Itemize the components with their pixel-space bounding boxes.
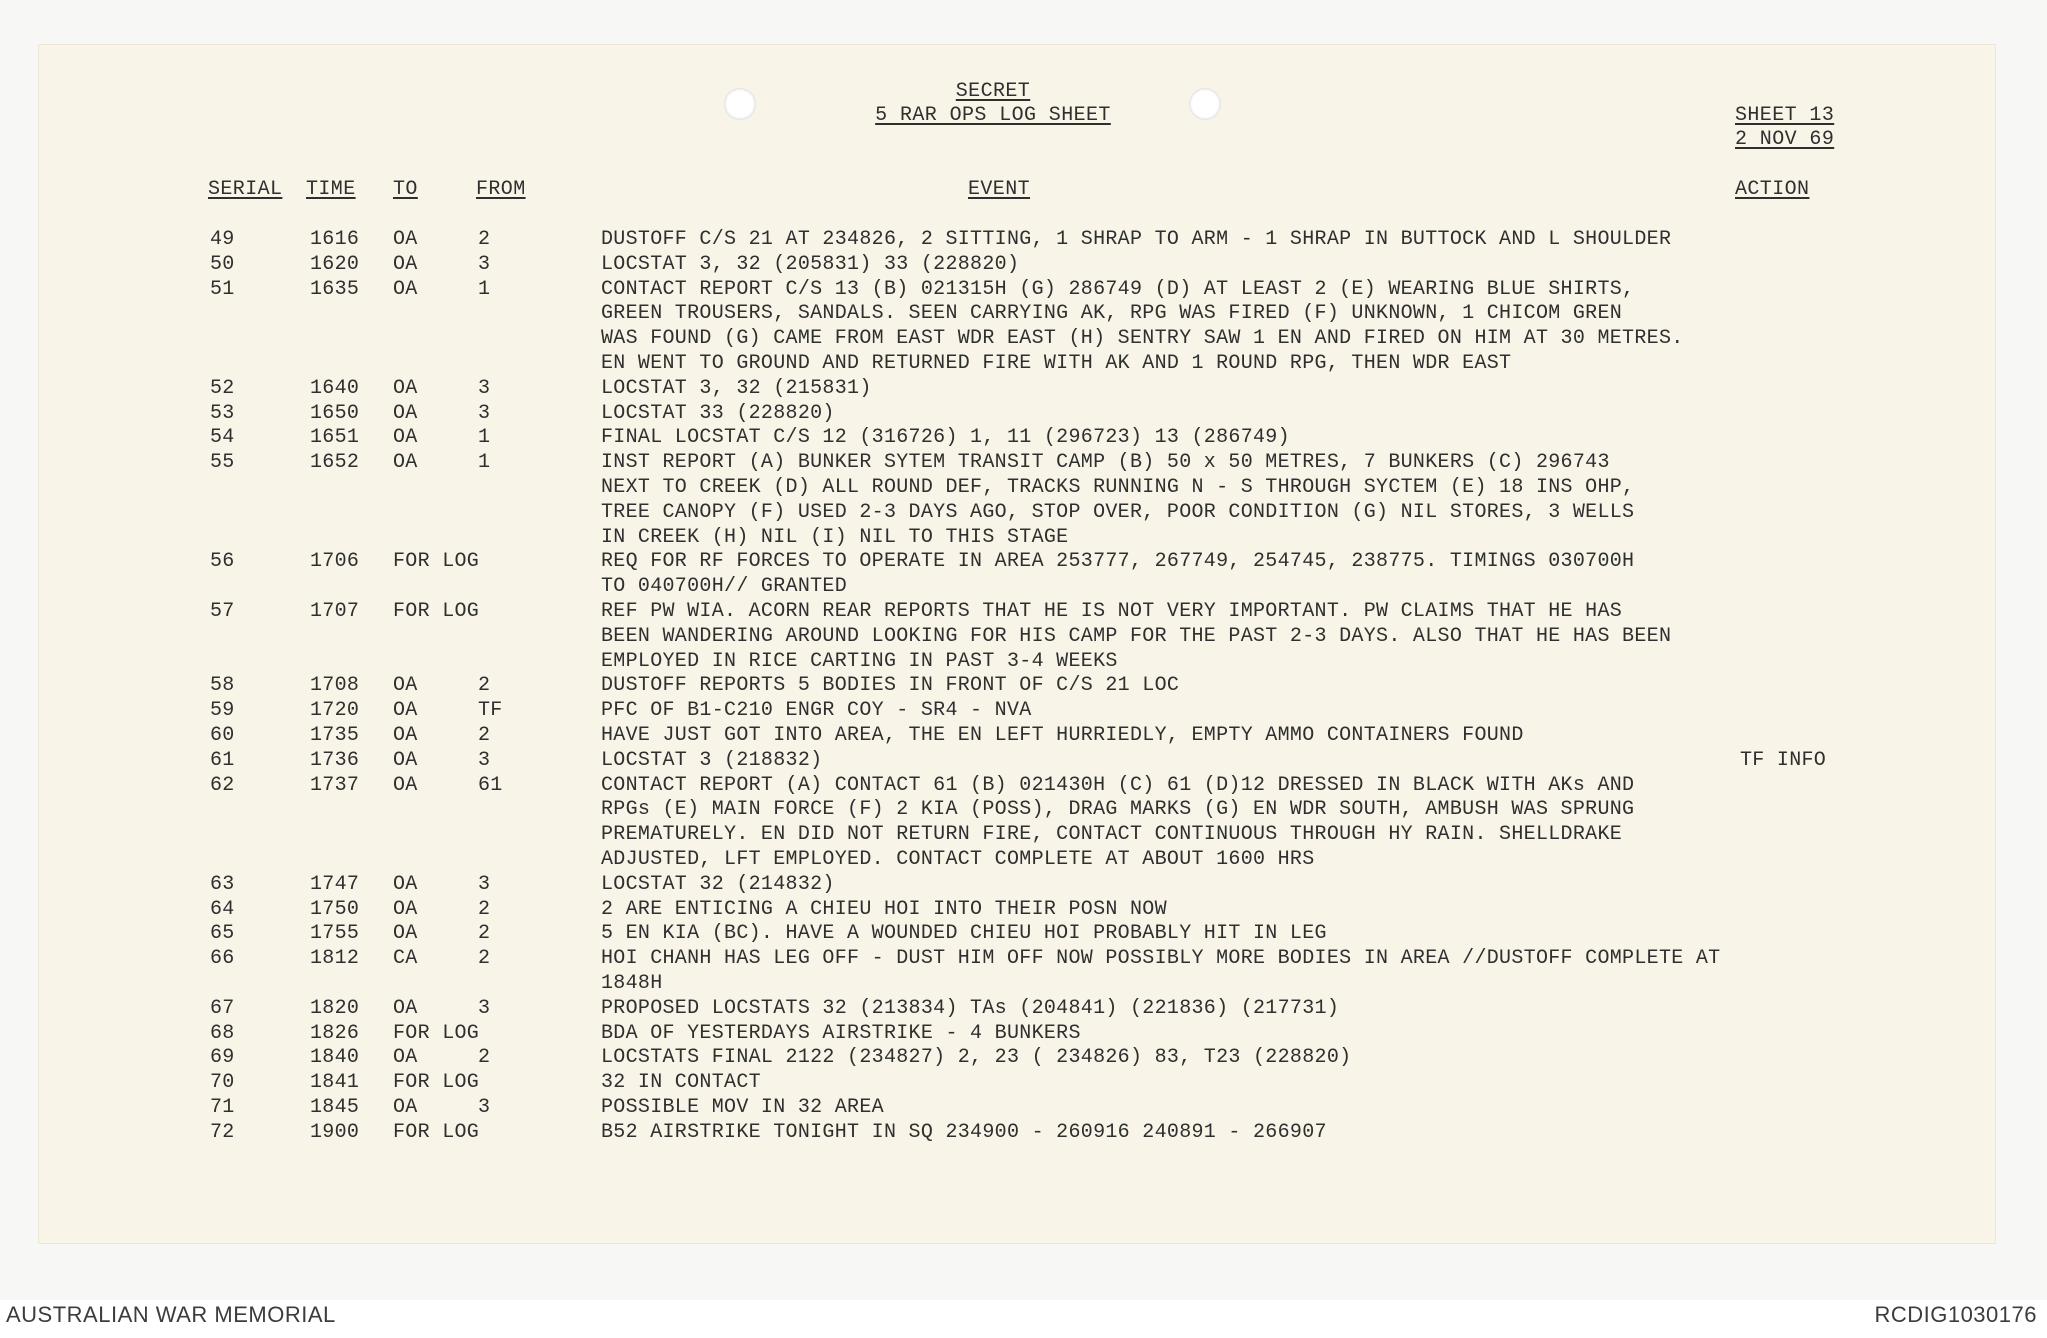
- event-cell: 2 ARE ENTICING A CHIEU HOI INTO THEIR POSN NOW: [601, 897, 1167, 921]
- table-row: [38, 1096, 1996, 1121]
- serial-cell: 60: [210, 723, 235, 747]
- serial-cell: 50: [210, 252, 235, 276]
- action-cell: TF INFO: [1740, 748, 1827, 772]
- event-cell: CONTACT REPORT C/S 13 (B) 021315H (G) 286749 (D) AT LEAST 2 (E) WEARING BLUE SHIRTS, GREEN TROUSERS, SANDALS. SEEN CARRYING AK, RPG WAS FIRED (F) UNKNOWN, 1 CHICOM GREN WAS FOUND (G) CAME FROM EAST WDR EAST (H) SENTRY SAW 1 EN AND FIRED ON HIM AT 30 METRES. EN WENT TO GROUND AND RETURNED FIRE WITH AK AND 1 ROUND RPG, THEN WDR EAST: [601, 277, 1684, 375]
- footer-institution: AUSTRALIAN WAR MEMORIAL: [6, 1302, 336, 1327]
- from-cell: 2: [478, 922, 491, 946]
- time-cell: 1841: [310, 1071, 360, 1095]
- from-cell: 3: [478, 996, 491, 1020]
- column-header-serial: SERIAL: [208, 178, 283, 201]
- table-row: [38, 997, 1996, 1022]
- to-cell: OA: [393, 922, 418, 946]
- to-cell: OA: [393, 451, 418, 475]
- event-cell: FINAL LOCSTAT C/S 12 (316726) 1, 11 (296723) 13 (286749): [601, 426, 1290, 450]
- serial-cell: 55: [210, 451, 235, 475]
- table-row: [38, 873, 1996, 898]
- serial-cell: 71: [210, 1095, 235, 1119]
- to-cell: FOR LOG: [393, 1021, 480, 1045]
- time-cell: 1720: [310, 699, 360, 723]
- to-cell: OA: [393, 277, 418, 301]
- table-row: [38, 749, 1996, 774]
- table-row: [38, 947, 1996, 997]
- from-cell: 3: [478, 376, 491, 400]
- column-header-action: ACTION: [1735, 178, 1810, 201]
- serial-cell: 61: [210, 748, 235, 772]
- from-cell: 3: [478, 252, 491, 276]
- serial-cell: 57: [210, 599, 235, 623]
- from-cell: 2: [478, 1046, 491, 1070]
- event-cell: PFC OF B1-C210 ENGR COY - SR4 - NVA: [601, 699, 1032, 723]
- event-cell: 32 IN CONTACT: [601, 1071, 761, 1095]
- serial-cell: 65: [210, 922, 235, 946]
- table-row: [38, 774, 1996, 873]
- event-cell: LOCSTAT 32 (214832): [601, 872, 835, 896]
- time-cell: 1707: [310, 599, 360, 623]
- time-cell: 1750: [310, 897, 360, 921]
- table-row: [38, 600, 1996, 674]
- time-cell: 1900: [310, 1120, 360, 1144]
- serial-cell: 67: [210, 996, 235, 1020]
- column-header-from: FROM: [476, 178, 526, 201]
- time-cell: 1755: [310, 922, 360, 946]
- to-cell: OA: [393, 426, 418, 450]
- column-header-event: EVENT: [968, 178, 1031, 201]
- serial-cell: 58: [210, 674, 235, 698]
- serial-cell: 51: [210, 277, 235, 301]
- serial-cell: 66: [210, 947, 235, 971]
- serial-cell: 59: [210, 699, 235, 723]
- time-cell: 1650: [310, 401, 360, 425]
- log-sheet-paper: [38, 44, 1996, 1244]
- time-cell: 1812: [310, 947, 360, 971]
- serial-cell: 52: [210, 376, 235, 400]
- from-cell: 61: [478, 773, 503, 797]
- serial-cell: 68: [210, 1021, 235, 1045]
- event-cell: LOCSTATS FINAL 2122 (234827) 2, 23 ( 234826) 83, T23 (228820): [601, 1046, 1352, 1070]
- to-cell: OA: [393, 252, 418, 276]
- time-cell: 1845: [310, 1095, 360, 1119]
- log-entries: [38, 228, 1996, 1145]
- time-cell: 1735: [310, 723, 360, 747]
- table-row: [38, 426, 1996, 451]
- serial-cell: 49: [210, 228, 235, 251]
- table-row: [38, 228, 1996, 253]
- serial-cell: 70: [210, 1071, 235, 1095]
- event-cell: B52 AIRSTRIKE TONIGHT IN SQ 234900 - 260916 240891 - 266907: [601, 1120, 1327, 1144]
- from-cell: 2: [478, 228, 491, 251]
- table-row: [38, 1121, 1996, 1146]
- from-cell: 2: [478, 674, 491, 698]
- table-row: [38, 550, 1996, 600]
- serial-cell: 54: [210, 426, 235, 450]
- serial-cell: 56: [210, 550, 235, 574]
- column-header-time: TIME: [306, 178, 356, 201]
- to-cell: CA: [393, 947, 418, 971]
- to-cell: OA: [393, 723, 418, 747]
- from-cell: 2: [478, 897, 491, 921]
- to-cell: OA: [393, 699, 418, 723]
- time-cell: 1640: [310, 376, 360, 400]
- serial-cell: 69: [210, 1046, 235, 1070]
- from-cell: 3: [478, 748, 491, 772]
- event-cell: HOI CHANH HAS LEG OFF - DUST HIM OFF NOW POSSIBLY MORE BODIES IN AREA //DUSTOFF COMPLETE AT 1848H: [601, 947, 1721, 995]
- event-cell: LOCSTAT 3, 32 (215831): [601, 376, 872, 400]
- to-cell: OA: [393, 748, 418, 772]
- serial-cell: 63: [210, 872, 235, 896]
- time-cell: 1652: [310, 451, 360, 475]
- event-cell: 5 EN KIA (BC). HAVE A WOUNDED CHIEU HOI PROBABLY HIT IN LEG: [601, 922, 1327, 946]
- column-header-to: TO: [393, 178, 418, 201]
- sheet-title: 5 RAR OPS LOG SHEET: [875, 104, 1111, 127]
- to-cell: FOR LOG: [393, 550, 480, 574]
- event-cell: BDA OF YESTERDAYS AIRSTRIKE - 4 BUNKERS: [601, 1021, 1081, 1045]
- event-cell: LOCSTAT 3, 32 (205831) 33 (228820): [601, 252, 1020, 276]
- classification-heading: SECRET: [955, 80, 1031, 103]
- to-cell: OA: [393, 1046, 418, 1070]
- event-cell: POSSIBLE MOV IN 32 AREA: [601, 1095, 884, 1119]
- event-cell: DUSTOFF C/S 21 AT 234826, 2 SITTING, 1 SHRAP TO ARM - 1 SHRAP IN BUTTOCK AND L SHOULDER: [601, 228, 1672, 251]
- to-cell: OA: [393, 872, 418, 896]
- to-cell: OA: [393, 1095, 418, 1119]
- from-cell: 1: [478, 451, 491, 475]
- to-cell: OA: [393, 228, 418, 251]
- from-cell: 1: [478, 426, 491, 450]
- event-cell: INST REPORT (A) BUNKER SYTEM TRANSIT CAMP (B) 50 x 50 METRES, 7 BUNKERS (C) 296743 NEXT TO CREEK (D) ALL ROUND DEF, TRACKS RUNNING N - S THROUGH SYCTEM (E) 18 INS OHP, TREE CANOPY (F) USED 2-3 DAYS AGO, STOP OVER, POOR CONDITION (G) NIL STORES, 3 WELLS IN CREEK (H) NIL (I) NIL TO THIS STAGE: [601, 451, 1635, 549]
- event-cell: REF PW WIA. ACORN REAR REPORTS THAT HE IS NOT VERY IMPORTANT. PW CLAIMS THAT HE HAS BEEN WANDERING AROUND LOOKING FOR HIS CAMP FOR THE PAST 2-3 DAYS. ALSO THAT HE HAS BEEN EMPLOYED IN RICE CARTING IN PAST 3-4 WEEKS: [601, 599, 1672, 673]
- event-cell: DUSTOFF REPORTS 5 BODIES IN FRONT OF C/S 21 LOC: [601, 674, 1180, 698]
- from-cell: 3: [478, 401, 491, 425]
- table-row: [38, 1046, 1996, 1071]
- from-cell: 2: [478, 723, 491, 747]
- event-cell: LOCSTAT 33 (228820): [601, 401, 835, 425]
- table-row: [38, 377, 1996, 402]
- time-cell: 1616: [310, 228, 360, 251]
- table-row: [38, 674, 1996, 699]
- to-cell: OA: [393, 773, 418, 797]
- time-cell: 1706: [310, 550, 360, 574]
- from-cell: 3: [478, 1095, 491, 1119]
- table-row: [38, 1071, 1996, 1096]
- event-cell: HAVE JUST GOT INTO AREA, THE EN LEFT HURRIEDLY, EMPTY AMMO CONTAINERS FOUND: [601, 723, 1524, 747]
- time-cell: 1820: [310, 996, 360, 1020]
- serial-cell: 62: [210, 773, 235, 797]
- time-cell: 1826: [310, 1021, 360, 1045]
- time-cell: 1651: [310, 426, 360, 450]
- time-cell: 1635: [310, 277, 360, 301]
- to-cell: OA: [393, 897, 418, 921]
- sheet-date: 2 NOV 69: [1735, 128, 1835, 151]
- to-cell: OA: [393, 996, 418, 1020]
- to-cell: OA: [393, 674, 418, 698]
- from-cell: 1: [478, 277, 491, 301]
- footer-record-id: RCDIG1030176: [1874, 1302, 2037, 1327]
- time-cell: 1708: [310, 674, 360, 698]
- table-row: [38, 402, 1996, 427]
- time-cell: 1736: [310, 748, 360, 772]
- serial-cell: 72: [210, 1120, 235, 1144]
- time-cell: 1840: [310, 1046, 360, 1070]
- to-cell: OA: [393, 376, 418, 400]
- time-cell: 1620: [310, 252, 360, 276]
- event-cell: REQ FOR RF FORCES TO OPERATE IN AREA 253777, 267749, 254745, 238775. TIMINGS 030700H TO 040700H// GRANTED: [601, 550, 1635, 599]
- time-cell: 1747: [310, 872, 360, 896]
- from-cell: TF: [478, 699, 503, 723]
- table-row: [38, 1022, 1996, 1047]
- table-row: [38, 253, 1996, 278]
- table-row: [38, 898, 1996, 923]
- serial-cell: 64: [210, 897, 235, 921]
- table-row: [38, 278, 1996, 377]
- to-cell: FOR LOG: [393, 599, 480, 623]
- from-cell: 2: [478, 947, 491, 971]
- from-cell: 3: [478, 872, 491, 896]
- to-cell: OA: [393, 401, 418, 425]
- table-row: [38, 724, 1996, 749]
- serial-cell: 53: [210, 401, 235, 425]
- event-cell: LOCSTAT 3 (218832): [601, 748, 823, 772]
- table-row: [38, 699, 1996, 724]
- to-cell: FOR LOG: [393, 1120, 480, 1144]
- event-cell: PROPOSED LOCSTATS 32 (213834) TAs (204841) (221836) (217731): [601, 996, 1340, 1020]
- event-cell: CONTACT REPORT (A) CONTACT 61 (B) 021430H (C) 61 (D)12 DRESSED IN BLACK WITH AKs AND RPGs (E) MAIN FORCE (F) 2 KIA (POSS), DRAG MARKS (G) EN WDR SOUTH, AMBUSH WAS SPRUNG PREMATURELY. EN DID NOT RETURN FIRE, CONTACT CONTINUOUS THROUGH HY RAIN. SHELLDRAKE ADJUSTED, LFT EMPLOYED. CONTACT COMPLETE AT ABOUT 1600 HRS: [601, 773, 1635, 871]
- table-row: [38, 451, 1996, 550]
- time-cell: 1737: [310, 773, 360, 797]
- table-row: [38, 922, 1996, 947]
- sheet-number: SHEET 13: [1735, 104, 1835, 127]
- to-cell: FOR LOG: [393, 1071, 480, 1095]
